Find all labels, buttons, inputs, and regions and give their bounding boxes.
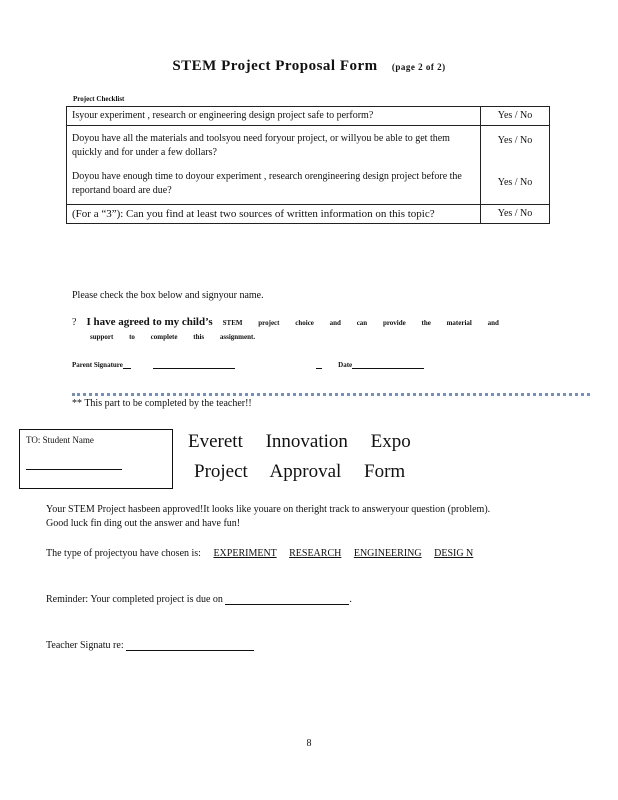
checklist-question: Doyou have all the materials and toolsyou need foryour project, or willyou be able to get them quickly and for under a few dollars? [72, 133, 450, 158]
teacher-signature-field[interactable] [126, 641, 254, 651]
date-label: Date [338, 361, 353, 369]
student-name-box [19, 429, 173, 489]
agreement-text-line2: support to complete this assignment. [90, 333, 256, 341]
date-field[interactable] [352, 359, 424, 369]
checklist-row [67, 205, 550, 224]
student-name-label: TO: Student Name [26, 435, 94, 445]
parent-signature-field-2[interactable] [153, 359, 235, 369]
project-type-row [46, 548, 473, 559]
option-design[interactable]: DESIG N [434, 548, 474, 559]
yes-no-answer-group [481, 126, 550, 205]
checklist-row [67, 126, 550, 205]
yes-no-answer[interactable]: Yes / No [481, 107, 550, 126]
teacher-signature-label: Teacher Signatu re: [46, 640, 124, 651]
yes-no-answer[interactable]: Yes / No [497, 177, 533, 188]
student-name-field[interactable] [26, 469, 122, 470]
cut-divider [72, 393, 590, 396]
checklist-label: Project Checklist [73, 95, 125, 103]
agreement-bold-text: I have agreed to my child’s [86, 316, 213, 328]
checklist-table [66, 106, 550, 224]
approval-message: Your STEM Project hasbeen approved!It looks like youare on theright track to answeryour question (problem). Good luck fin ding out the answer and have fun! [46, 504, 491, 529]
expo-title: Everett Innovation Expo [188, 431, 411, 452]
option-experiment[interactable]: EXPERIMENT [213, 548, 277, 559]
parent-instruction: Please check the box below and signyour name. [72, 290, 264, 301]
yes-no-answer[interactable]: Yes / No [497, 135, 533, 146]
yes-no-answer[interactable]: Yes / No [481, 205, 550, 224]
checklist-question: Doyou have enough time to doyour experiment , research orengineering design project before the reportand board are due? [72, 171, 462, 196]
checklist-question: (For a “3”): Can you find at least two sources of written information on this topic? [67, 205, 481, 224]
approval-form-title: Project Approval Form [194, 461, 406, 482]
parent-signature-row [72, 359, 424, 369]
due-date-field[interactable] [225, 595, 349, 605]
agreement-text: STEM project choice and can provide the material and [222, 319, 499, 327]
checklist-question: Isyour experiment , research or engineering design project safe to perform? [67, 107, 481, 126]
parent-signature-label: Parent Signature [72, 361, 123, 369]
form-title [0, 58, 618, 75]
project-type-label: The type of projectyou have chosen is: [46, 548, 201, 559]
checklist-question-group [67, 126, 481, 205]
option-research[interactable]: RESEARCH [289, 548, 342, 559]
title-text: STEM Project Proposal Form [172, 58, 378, 74]
page-number: 8 [306, 738, 312, 749]
agreement-line [72, 316, 499, 328]
agreement-checkbox[interactable]: ? [72, 317, 77, 328]
signature-gap-line [316, 359, 322, 369]
teacher-note: ** This part to be completed by the teacher!! [72, 398, 252, 409]
option-engineering[interactable]: ENGINEERING [353, 548, 422, 559]
page-info: (page 2 of 2) [391, 62, 446, 72]
teacher-signature-row [46, 640, 254, 651]
checklist-row [67, 107, 550, 126]
reminder-row: Reminder: Your completed project is due on . [46, 594, 352, 605]
reminder-label: Reminder: Your completed project is due on [46, 594, 223, 605]
parent-signature-field[interactable] [123, 359, 131, 369]
